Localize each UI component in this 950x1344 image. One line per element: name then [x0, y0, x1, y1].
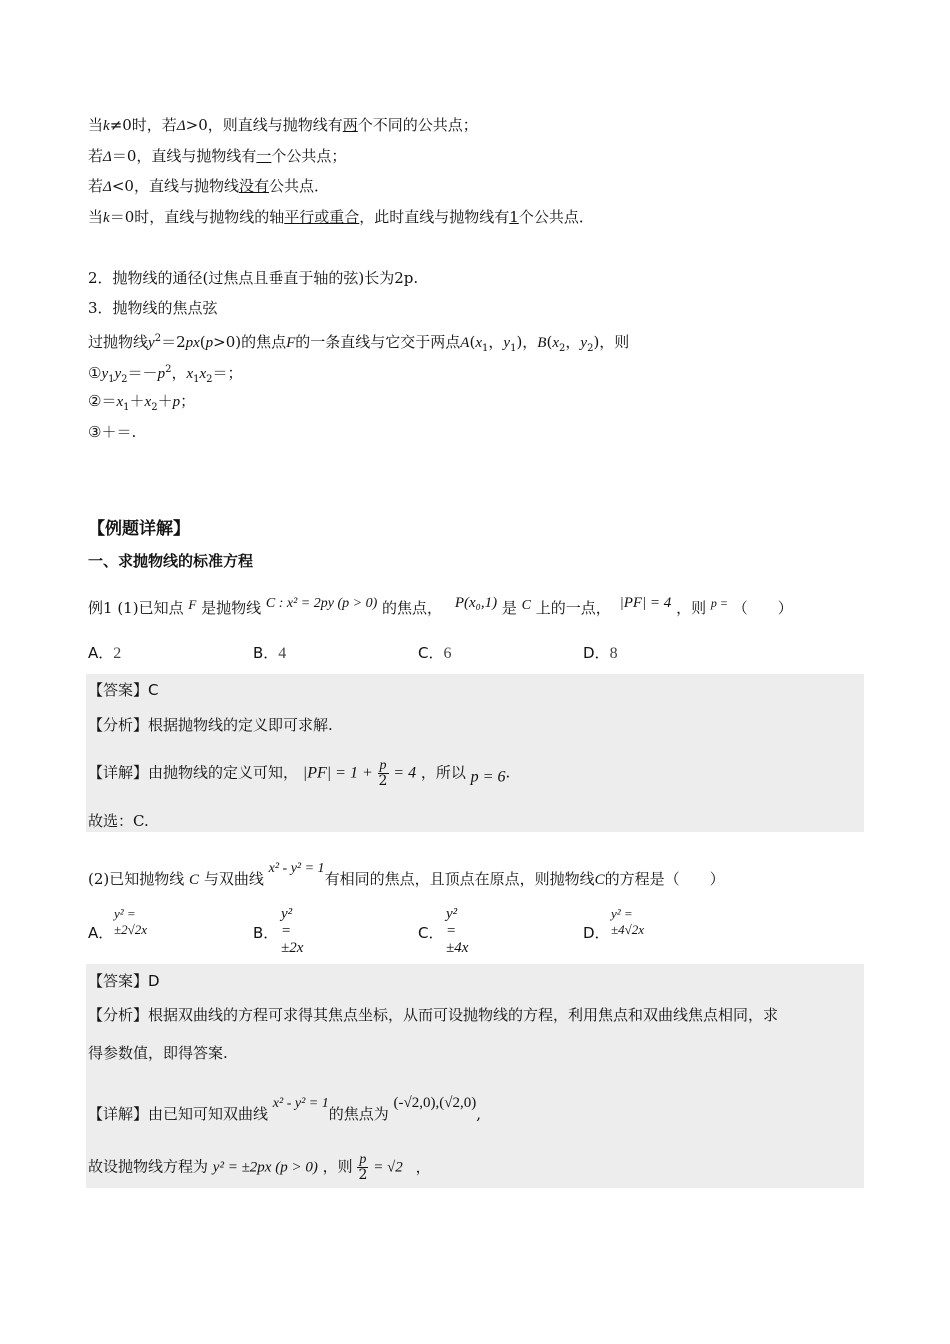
detail-2	[88, 1092, 481, 1125]
stem-text: 与双曲线	[203, 870, 264, 888]
detail-result: = √2	[373, 1159, 403, 1176]
theory-line-8: $①y_1y_2=-p^2$，$x_1x_2=$；	[88, 364, 243, 385]
parabola-equation: C : x² = 2py (p > 0)	[265, 596, 378, 611]
option-value: 8	[609, 645, 618, 662]
detail-text: ，则	[322, 1157, 353, 1176]
option-letter: B．	[253, 924, 279, 942]
p-symbol: p =	[710, 596, 728, 610]
analysis-2-line-2: 得参数值，即得答案.	[88, 1044, 228, 1062]
theory-line-5: 2．抛物线的通径(过焦点且垂直于轴的弦)长为2p.	[88, 269, 419, 287]
stem-text: (1)已知点	[117, 599, 184, 617]
curve-C: C	[521, 598, 532, 613]
stem-text: (2)已知抛物线	[88, 870, 185, 888]
detail-text: ，	[415, 1157, 431, 1176]
stem-text: 是抛物线	[201, 599, 262, 617]
answer-bracket: （ ）	[732, 599, 793, 617]
option-letter: A．	[88, 924, 114, 942]
option-letter: A．	[88, 644, 114, 662]
parabola-form: y² = ±2px (p > 0)	[212, 1159, 318, 1176]
hyperbola-equation: x² - y² = 1	[268, 861, 325, 876]
theory-line-7: 过抛物线$y^2=2px(p>0)$的焦点F的一条直线与它交于两点$A(x_1$，$y_1$)，$B(x_2$，$y_2$)，则	[88, 333, 630, 354]
theory-line-1: 当k≠0时，若Δ>0，则直线与抛物线有两个不同的公共点；	[88, 116, 478, 134]
option-letter: C．	[418, 644, 444, 662]
fraction-p-over-2	[378, 758, 389, 789]
detail-text: 【详解】由已知可知双曲线	[88, 1105, 269, 1123]
fraction-numerator: p	[379, 758, 387, 773]
theory-line-3: 若Δ<0，直线与抛物线没有公共点．	[88, 177, 329, 195]
example-1-stem	[88, 592, 793, 619]
point-P: P(x₀,1)	[454, 595, 498, 611]
option-value: y² = ±2x	[281, 906, 304, 956]
answer-2: 【答案】D	[88, 972, 160, 990]
option-value: y² = ±4x	[446, 906, 469, 956]
option-b[interactable]	[253, 642, 286, 663]
theory-line-10: ③＋＝.	[88, 423, 137, 441]
fraction-denominator: 2	[378, 773, 388, 789]
fraction-numerator: p	[359, 1152, 367, 1167]
curve-C: C	[189, 872, 200, 888]
theory-line-9: $②=x_1+x_2+p$；	[88, 392, 196, 413]
fraction-p-over-2	[357, 1152, 368, 1183]
detail-1	[88, 758, 510, 789]
option-value: 6	[443, 645, 452, 662]
section-title: 【例题详解】	[88, 519, 190, 539]
option-letter: C．	[418, 924, 444, 942]
analysis-1: 【分析】根据抛物线的定义即可求解.	[88, 716, 333, 734]
stem-text: 的方程是（ ）	[604, 870, 725, 888]
stem-text: 的焦点，	[382, 599, 443, 617]
theory-line-4: 当k＝0时，直线与抛物线的轴平行或重合，此时直线与抛物线有1个公共点．	[88, 208, 594, 226]
detail-text: 的焦点为	[328, 1105, 389, 1123]
section-subtitle: 一、求抛物线的标准方程	[88, 552, 254, 570]
solution-block-1	[86, 674, 864, 832]
theory-line-6: 3．抛物线的焦点弦	[88, 299, 218, 317]
detail-text: ，所以	[420, 763, 466, 782]
option-letter: D．	[583, 924, 610, 942]
point-F: F	[188, 597, 197, 612]
option-a[interactable]	[88, 642, 121, 663]
stem-text: 上的一点，	[535, 599, 611, 617]
option-letter: D．	[583, 644, 610, 662]
option-value: y² = ±2√2x	[114, 906, 148, 937]
analysis-2-line-1: 【分析】根据双曲线的方程可求得其焦点坐标，从而可设抛物线的方程，利用焦点和双曲线焦点相同，求	[88, 1006, 779, 1024]
option-value: 4	[278, 645, 287, 662]
option-c[interactable]	[418, 642, 451, 663]
detail-equation: = 4	[393, 764, 417, 782]
option-letter: B．	[253, 644, 279, 662]
detail-2-line-2	[88, 1152, 431, 1183]
detail-equation: |PF| = 1 +	[302, 764, 373, 782]
option-value: 2	[113, 645, 122, 662]
answer-1: 【答案】C	[88, 681, 159, 699]
stem-text: 有相同的焦点，且顶点在原点，则抛物线	[324, 870, 595, 888]
detail-text: .	[505, 763, 511, 782]
detail-result: p = 6	[470, 768, 506, 786]
theory-line-2: 若Δ＝0，直线与抛物线有一个公共点；	[88, 147, 347, 165]
option-value: y² = ±4√2x	[611, 906, 645, 937]
fraction-denominator: 2	[358, 1167, 368, 1183]
detail-text: 【详解】由抛物线的定义可知，	[88, 763, 299, 782]
choice-1: 故选：C.	[88, 812, 149, 830]
foci-coordinates: (-√2,0),(√2,0)	[393, 1095, 477, 1111]
stem-text: ，则	[676, 599, 707, 617]
example-label: 例1	[88, 599, 113, 617]
stem-text: 是	[501, 599, 517, 617]
option-d[interactable]	[583, 642, 618, 663]
example-2-stem	[88, 858, 725, 891]
PF-equation: |PF| = 4	[619, 595, 672, 611]
detail-text: ,	[476, 1105, 482, 1123]
curve-C: C	[594, 872, 605, 888]
hyperbola-equation: x² - y² = 1	[272, 1096, 329, 1111]
detail-text: 故设抛物线方程为	[88, 1157, 209, 1176]
